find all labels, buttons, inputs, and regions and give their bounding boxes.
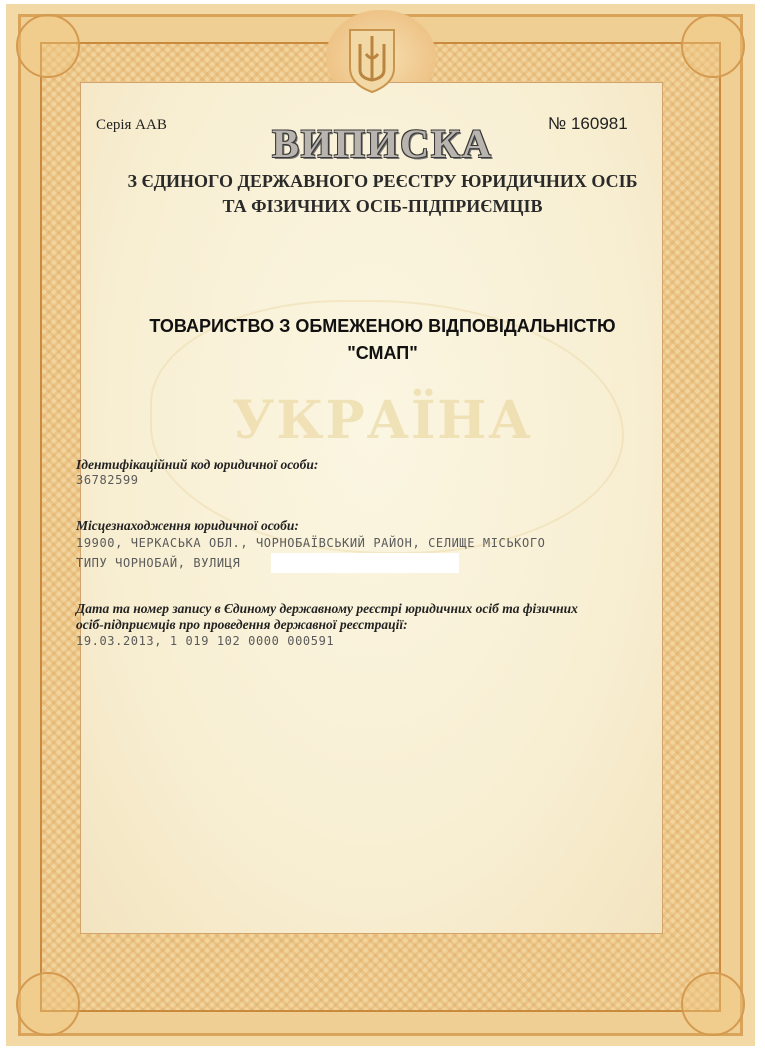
company-type: ТОВАРИСТВО З ОБМЕЖЕНОЮ ВІДПОВІДАЛЬНІСТЮ <box>149 316 616 336</box>
document-number: № 160981 <box>548 114 628 133</box>
id-code-label: Ідентифікаційний код юридичної особи: <box>76 457 319 472</box>
corner-ornament <box>16 14 80 78</box>
address-value-line2: ТИПУ ЧОРНОБАЙ, ВУЛИЦЯ <box>76 556 241 570</box>
corner-ornament <box>681 14 745 78</box>
document-title: ВИПИСКА <box>272 121 493 166</box>
company-name: "СМАП" <box>347 343 418 363</box>
registration-label-line2: осіб-підприємців про проведення державної реєстрації: <box>76 617 408 632</box>
id-code-value: 36782599 <box>76 473 139 487</box>
registration-label-line1: Дата та номер запису в Єдиному державному реєстрі юридичних осіб та фізичних <box>76 601 578 616</box>
ukraine-watermark: УКРАЇНА <box>232 390 533 451</box>
trident-emblem-icon <box>342 24 402 94</box>
address-label: Місцезнаходження юридичної особи: <box>76 518 299 533</box>
series-label: Серія ААВ <box>96 117 167 133</box>
corner-ornament <box>681 972 745 1036</box>
address-value-line1: 19900, ЧЕРКАСЬКА ОБЛ., ЧОРНОБАЇВСЬКИЙ РАЙОН, СЕЛИЩЕ МІСЬКОГО <box>76 536 546 550</box>
document-subtitle-line2: ТА ФІЗИЧНИХ ОСІБ-ПІДПРИЄМЦІВ <box>222 196 543 216</box>
corner-ornament <box>16 972 80 1036</box>
redacted-street <box>271 553 459 573</box>
document-subtitle-line1: З ЄДИНОГО ДЕРЖАВНОГО РЕЄСТРУ ЮРИДИЧНИХ ОСІБ <box>127 171 638 191</box>
registration-value: 19.03.2013, 1 019 102 0000 000591 <box>76 634 335 648</box>
